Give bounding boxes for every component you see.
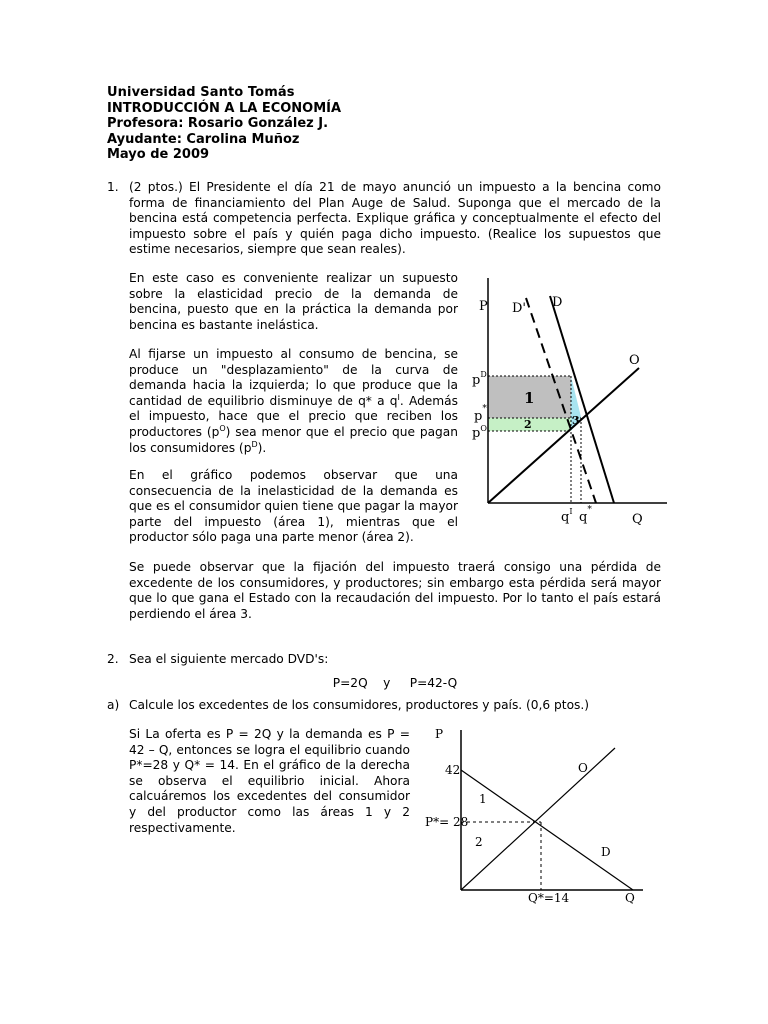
q1-para2-part-c: ) sea menor que el precio que pagan los consumidores (p	[129, 424, 458, 455]
axis-label-q-2: Q	[625, 891, 635, 905]
q1-paragraph-incidence: En el gráfico podemos observar que una consecuencia de la inelasticidad de la demanda es que es el consumidor quien tiene que pagar la mayor parte del impuesto (área 1), mientras que el productor sólo paga una parte menor (área 2).	[129, 468, 458, 545]
question-2-number: 2.	[107, 652, 119, 666]
label-pd-sup: D	[480, 370, 487, 379]
q1-sup-q: I	[397, 392, 400, 402]
demand-curve-2	[461, 770, 633, 890]
q1-sup-d: D	[251, 439, 258, 449]
area-2-label: 2	[524, 418, 532, 431]
q1-para2-part-b: . Además el impuesto, hace que el precio que reciben los productores (p	[129, 393, 458, 439]
label-po-sup: O	[480, 424, 487, 433]
label-q-i-sup: I	[569, 507, 573, 516]
label-q-star-sup: *	[587, 505, 592, 515]
axis-label-p-2: P	[435, 727, 444, 741]
part-a-label: a)	[107, 698, 120, 712]
q1-paragraph-tax-effect	[129, 347, 458, 456]
label-42: 42	[445, 763, 461, 777]
label-d-2: D	[601, 845, 611, 859]
axis-label-p: P	[479, 299, 488, 314]
label-q-star-q: q	[579, 510, 588, 525]
area-1-label: 1	[524, 389, 535, 407]
label-d: D	[552, 295, 563, 310]
label-o: O	[629, 353, 640, 368]
label-q-i	[561, 507, 573, 525]
document-header	[107, 85, 341, 163]
part-a-prompt: Calcule los excedentes de los consumidores, productores y país. (0,6 ptos.)	[129, 698, 590, 712]
tax-market-graph	[462, 276, 672, 532]
q1-sup-o: O	[219, 423, 226, 433]
q2-paragraph-equilibrium: Si La oferta es P = 2Q y la demanda es P = 42 – Q, entonces se logra el equilibrio cuando P*=28 y Q* = 14. En el gráfico de la derecha se observa el equilibrio inicial. Ahora calcuáremos los excedentes del consumidor y del productor como las áreas 1 y 2 respectivamente.	[129, 727, 410, 835]
label-o-2: O	[578, 761, 588, 775]
label-po-p: p	[472, 426, 481, 441]
date-line: Mayo de 2009	[107, 147, 210, 162]
label-pd	[472, 370, 487, 388]
q1-para2-part-d: ).	[257, 440, 267, 455]
label-q-star-2: Q*=14	[528, 891, 570, 905]
area-1-label-2: 1	[479, 792, 487, 806]
university-name: Universidad Santo Tomás	[107, 85, 295, 100]
area-3-label: 3	[572, 414, 580, 427]
axis-label-q: Q	[632, 512, 643, 527]
question-1-number: 1.	[107, 180, 119, 194]
label-pstar-sup: *	[482, 404, 487, 414]
assistant-line: Ayudante: Carolina Muñoz	[107, 131, 300, 147]
professor-line: Profesora: Rosario González J.	[107, 116, 329, 131]
label-p-star: P*= 28	[425, 815, 469, 829]
label-d-prime: D'	[512, 301, 526, 316]
question-1-prompt: (2 ptos.) El Presidente el día 21 de mayo anunció un impuesto a la bencina como forma de financiamiento del Plan Auge de Salud. Suponga que el mercado de la bencina está competencia perfecta. Explique gráfica y conceptualmente el efecto del impuesto sobre el país y quién paga dicho impuesto. (Realice los supuestos que estime necesarios, siempre que sean reales).	[129, 180, 661, 257]
dvd-market-graph	[415, 722, 655, 912]
q1-paragraph-elasticity: En este caso es conveniente realizar un supuesto sobre la elasticidad precio de la demanda de bencina, puesto que en la práctica la demanda por bencina es bastante inelástica.	[129, 271, 458, 332]
label-pstar-p: p	[474, 409, 483, 424]
label-q-i-q: q	[561, 510, 570, 525]
q1-paragraph-deadweight-loss: Se puede observar que la fijación del impuesto traerá consigo una pérdida de excedente de los consumidores, y productores; sin embargo esta pérdida será mayor que lo que gana el Estado con la recaudación del impuesto. Por lo tanto el país estará perdiendo el área 3.	[129, 560, 661, 621]
label-pd-p: p	[472, 373, 481, 388]
label-po	[472, 424, 487, 441]
label-pstar	[474, 404, 487, 424]
market-equations: P=2Q y P=42-Q	[332, 676, 458, 690]
q1-para2-part-a: Al fijarse un impuesto al consumo de bencina, se produce un "desplazamiento" de la curva de demanda hacia la izquierda; lo que produce que la cantidad de equilibrio disminuye de q* a q	[129, 347, 458, 408]
supply-curve-2	[461, 748, 615, 890]
course-title: INTRODUCCIÓN A LA ECONOMÍA	[107, 100, 342, 116]
question-2-prompt: Sea el siguiente mercado DVD's:	[129, 652, 329, 666]
label-q-star	[579, 505, 592, 525]
area-2-label-2: 2	[475, 835, 483, 849]
